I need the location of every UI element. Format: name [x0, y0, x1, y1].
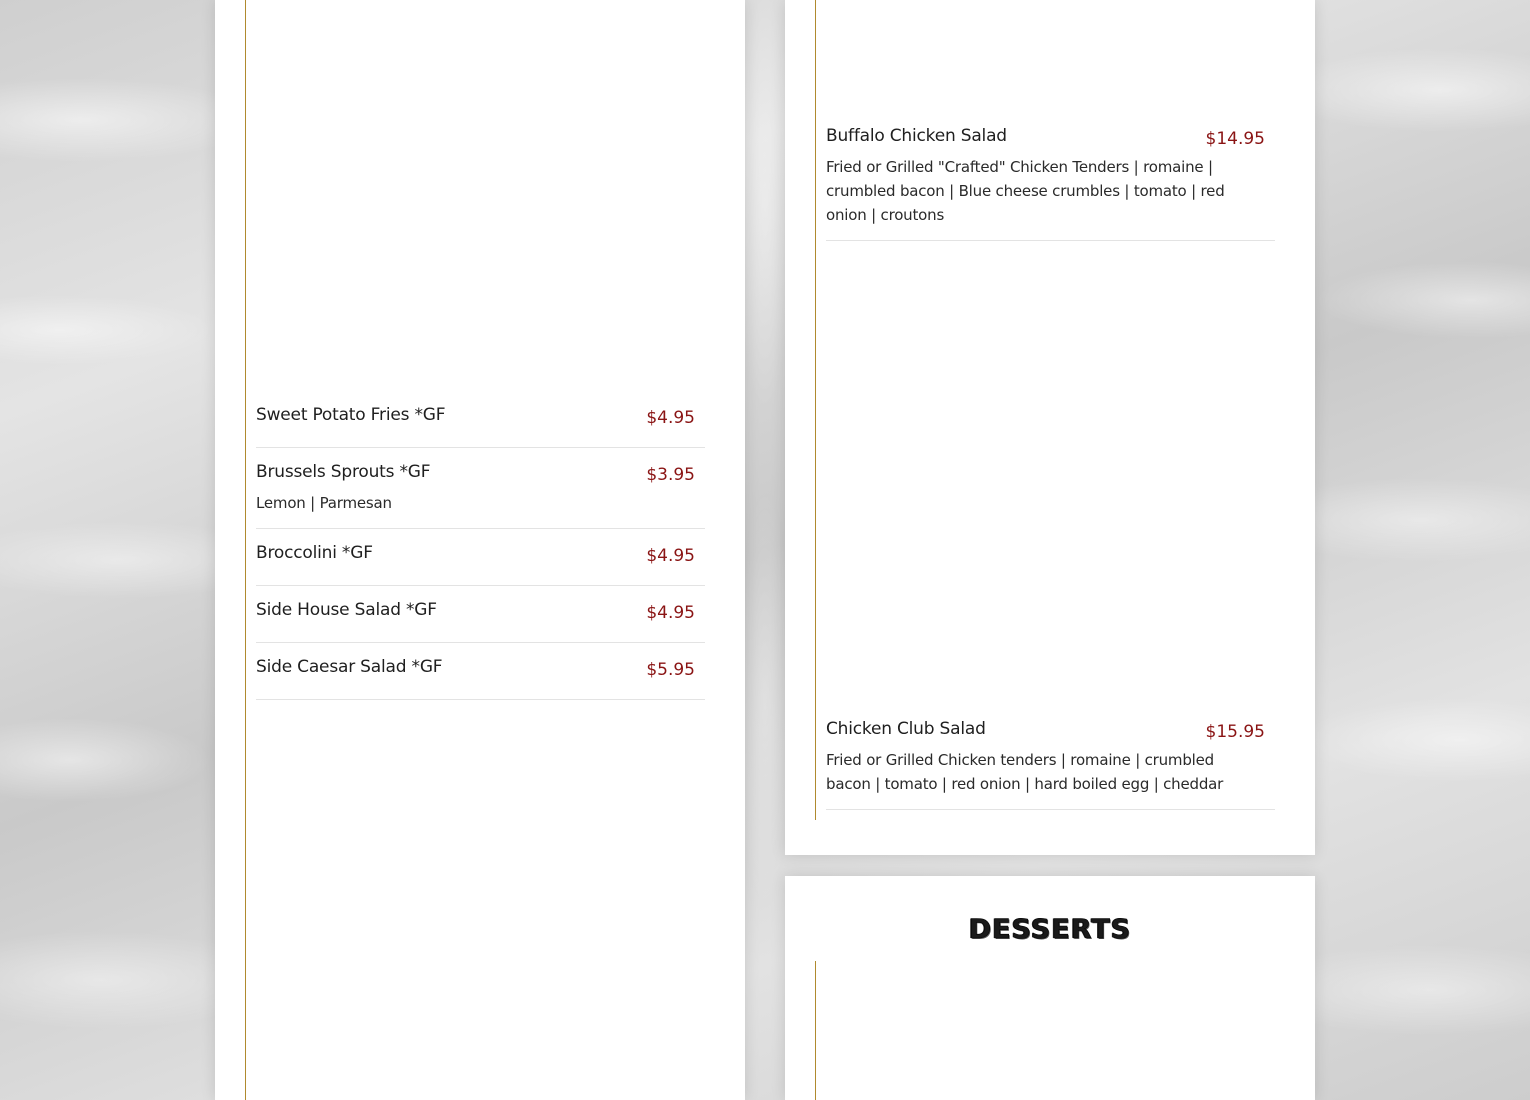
salads-menu-panel — [785, 0, 1315, 855]
menu-item — [256, 462, 705, 529]
menu-item — [256, 657, 705, 700]
accent-divider — [245, 0, 246, 1100]
item-description: Fried or Grilled Chicken tenders | romaine | crumbled bacon | tomato | red onion | hard boiled egg | cheddar — [826, 751, 1224, 793]
item-description: Lemon | Parmesan — [256, 494, 392, 512]
item-name: Broccolini *GF — [256, 543, 373, 563]
item-price: $15.95 — [1205, 722, 1265, 742]
menu-item — [826, 126, 1275, 241]
menu-item — [256, 600, 705, 643]
item-price: $14.95 — [1205, 129, 1265, 149]
item-name: Brussels Sprouts *GF — [256, 462, 431, 482]
item-price: $3.95 — [646, 465, 695, 485]
item-price: $4.95 — [646, 408, 695, 428]
menu-item — [826, 719, 1275, 810]
item-name: Buffalo Chicken Salad — [826, 126, 1007, 146]
menu-item — [256, 405, 705, 448]
item-name: Sweet Potato Fries *GF — [256, 405, 446, 425]
desserts-menu-panel — [785, 876, 1315, 1100]
menu-item — [256, 543, 705, 586]
item-price: $4.95 — [646, 603, 695, 623]
accent-divider — [815, 0, 816, 820]
item-name: Side House Salad *GF — [256, 600, 437, 620]
item-name: Side Caesar Salad *GF — [256, 657, 443, 677]
item-description: Fried or Grilled "Crafted" Chicken Tenders | romaine | crumbled bacon | Blue cheese crumbles | tomato | red onion | croutons — [826, 158, 1225, 224]
item-price: $5.95 — [646, 660, 695, 680]
section-title: DESSERTS — [968, 914, 1132, 945]
item-price: $4.95 — [646, 546, 695, 566]
sides-menu-panel — [215, 0, 745, 1100]
item-name: Chicken Club Salad — [826, 719, 986, 739]
accent-divider — [815, 961, 816, 1100]
